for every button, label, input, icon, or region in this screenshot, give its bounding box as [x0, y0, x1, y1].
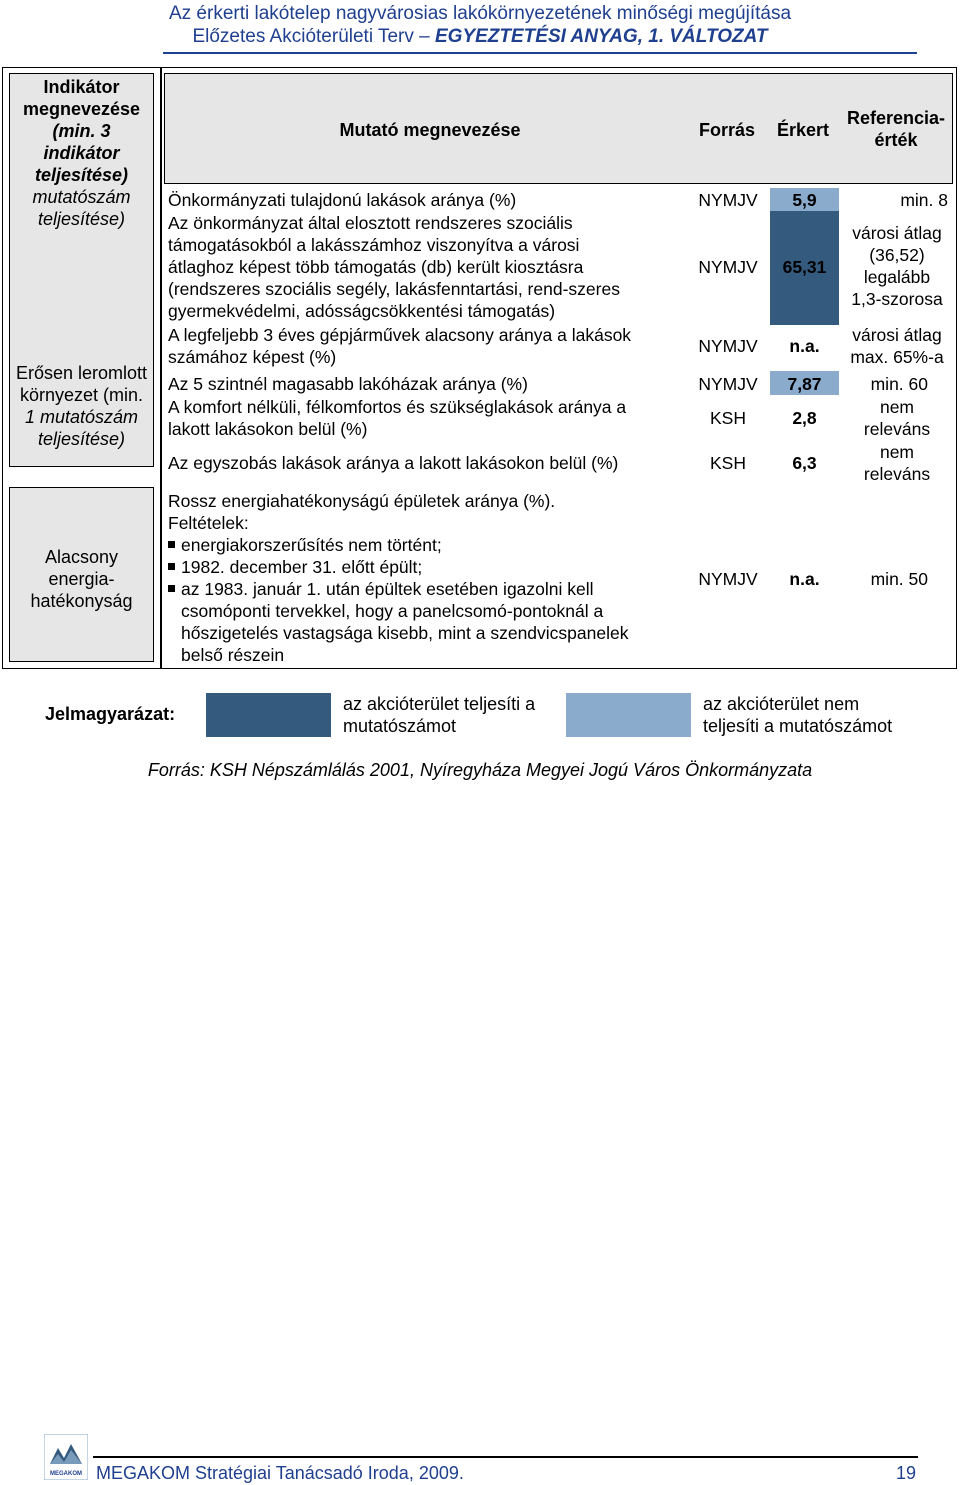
row-bullet-text: energiakorszerűsítés nem történt; — [181, 535, 442, 555]
row-source: NYMJV — [698, 336, 758, 356]
header-subtitle-prefix: Előzetes Akcióterületi Terv – — [192, 26, 435, 47]
row-value: 2,8 — [792, 408, 817, 428]
row-value: 5,9 — [792, 190, 817, 210]
indicator-label: környezet (min. — [19, 385, 144, 405]
row-bullet-text: az 1983. január 1. után épültek esetében igazolni kell — [181, 579, 594, 599]
indicator-label: Alacsony — [44, 547, 119, 567]
indicator-label: megnevezése — [22, 99, 141, 119]
table-row — [168, 490, 628, 666]
row-value: 65,31 — [782, 257, 827, 277]
table-row — [168, 324, 631, 368]
row-value: n.a. — [789, 569, 820, 589]
row-reference-line: max. 65%-a — [850, 347, 944, 367]
legend-light-line: az akcióterület nem — [703, 694, 860, 714]
row-reference — [840, 396, 954, 440]
header-subtitle — [0, 25, 960, 49]
indicator-label: mutatószám — [32, 187, 131, 207]
row-source: KSH — [710, 408, 746, 428]
col-header-source: Forrás — [698, 120, 756, 140]
table-row — [168, 452, 618, 474]
row-value: 7,87 — [787, 374, 822, 394]
row-bullet-continuation: hőszigetelés vastagsága kisebb, mint a szendvicspanelek — [181, 623, 629, 643]
table-row — [168, 189, 516, 211]
table-divider — [160, 67, 162, 669]
page-number: 19 — [896, 1463, 917, 1483]
row-value: 6,3 — [792, 453, 817, 473]
col-header-name: Mutató megnevezése — [339, 120, 521, 140]
bullet-icon — [168, 541, 175, 548]
legend-dark-line: mutatószámot — [343, 716, 457, 736]
row-reference-line: városi átlag — [852, 223, 942, 243]
row-name: számához képest (%) — [168, 347, 337, 367]
row-reference-line: (36,52) — [869, 245, 925, 265]
indicator-label: hatékonyság — [30, 591, 133, 611]
row-reference: min. 60 — [870, 374, 928, 394]
row-source: NYMJV — [698, 190, 758, 210]
source-note: Forrás: KSH Népszámlálás 2001, Nyíregyháza Megyei Jogú Város Önkormányzata — [147, 760, 813, 780]
row-name: Feltételek: — [168, 513, 249, 533]
legend-dark-text — [343, 693, 535, 737]
row-bullet-continuation: csomóponti tervekkel, hogy a panelcsomó-pontoknál a — [181, 601, 604, 621]
row-reference: min. 50 — [870, 569, 928, 589]
row-reference-line: releváns — [863, 419, 931, 439]
row-source: NYMJV — [698, 374, 758, 394]
page-header — [0, 2, 960, 49]
row-bullet — [168, 556, 628, 578]
indicator-group-1 — [9, 73, 154, 467]
header-title: Az érkerti lakótelep nagyvárosias lakókörnyezetének minőségi megújítása — [168, 3, 792, 24]
col-header-reference — [838, 107, 954, 151]
indicator-label: teljesítése) — [37, 429, 126, 449]
row-name: Az önkormányzat által elosztott rendszeres szociális — [168, 213, 573, 233]
row-reference-line: legalább — [863, 267, 931, 287]
row-name: lakott lakásokon belül (%) — [168, 419, 368, 439]
row-source: NYMJV — [698, 569, 758, 589]
legend-swatch-light — [566, 693, 691, 737]
legend-label: Jelmagyarázat: — [45, 704, 176, 724]
row-reference-line: nem — [879, 397, 915, 417]
row-reference: min. 8 — [900, 190, 948, 210]
row-reference — [840, 324, 954, 368]
col-header-reference-l1: Referencia- — [846, 108, 946, 128]
row-reference — [840, 222, 954, 310]
bullet-icon — [168, 563, 175, 570]
row-source: NYMJV — [698, 257, 758, 277]
indicator-label: indikátor — [43, 143, 120, 163]
row-bullet — [168, 534, 628, 556]
indicator-group-2 — [9, 487, 154, 662]
col-header-value: Érkert — [776, 120, 830, 140]
indicator-label: (min. 3 — [52, 121, 111, 141]
row-name: Rossz energiahatékonyságú épületek aránya (%). — [168, 491, 556, 511]
col-header-reference-l2: érték — [874, 130, 918, 150]
row-bullet — [168, 578, 628, 600]
indicator-label: Indikátor — [43, 77, 120, 97]
table-row — [168, 373, 528, 395]
indicator-label: energia- — [48, 569, 115, 589]
footer-rule — [93, 1456, 918, 1458]
indicator-label: Erősen leromlott — [15, 363, 148, 383]
table-row — [168, 396, 626, 440]
legend-dark-line: az akcióterület teljesíti a — [343, 694, 536, 714]
row-reference-line: városi átlag — [852, 325, 942, 345]
bullet-icon — [168, 585, 175, 592]
row-bullet-continuation: belső részein — [181, 645, 285, 665]
row-name: átlaghoz képest több támogatás (db) került kiosztásra — [168, 257, 584, 277]
row-name: Az 5 szintnél magasabb lakóházak aránya (%) — [168, 374, 528, 394]
row-name: Önkormányzati tulajdonú lakások aránya (%) — [168, 190, 517, 210]
megakom-logo-icon — [44, 1434, 88, 1480]
row-name: (rendszeres szociális segély, lakásfenntartási, rend-szeres — [168, 279, 620, 299]
row-name: gyermekvédelmi, adósságcsökkentési támogatás) — [168, 301, 556, 321]
indicator-label: teljesítése) — [37, 209, 126, 229]
legend-light-line: teljesíti a mutatószámot — [703, 716, 893, 736]
svg-text:MEGAKOM: MEGAKOM — [50, 1471, 82, 1477]
row-name: Az egyszobás lakások aránya a lakott lakásokon belül (%) — [168, 453, 619, 473]
indicator-label: teljesítése) — [34, 165, 129, 185]
indicator-label: 1 mutatószám — [24, 407, 139, 427]
row-name: A komfort nélküli, félkomfortos és szükséglakások aránya a — [168, 397, 627, 417]
header-rule — [163, 52, 917, 54]
row-value: n.a. — [789, 336, 820, 356]
header-subtitle-emphasis: EGYEZTETÉSI ANYAG, 1. VÁLTOZAT — [435, 26, 768, 47]
row-reference-line: releváns — [863, 464, 931, 484]
row-reference-line: 1,3-szorosa — [851, 289, 943, 309]
footer-text: MEGAKOM Stratégiai Tanácsadó Iroda, 2009. — [96, 1463, 464, 1483]
row-name: A legfeljebb 3 éves gépjárművek alacsony aránya a lakások — [168, 325, 632, 345]
row-bullet-text: 1982. december 31. előtt épült; — [181, 557, 423, 577]
legend-light-text — [703, 693, 892, 737]
row-reference — [840, 441, 954, 485]
row-source: KSH — [710, 453, 746, 473]
row-reference-line: nem — [879, 442, 915, 462]
table-row — [168, 212, 620, 322]
legend-swatch-dark — [206, 693, 331, 737]
row-name: támogatásokból a lakásszámhoz viszonyítva a városi — [168, 235, 580, 255]
